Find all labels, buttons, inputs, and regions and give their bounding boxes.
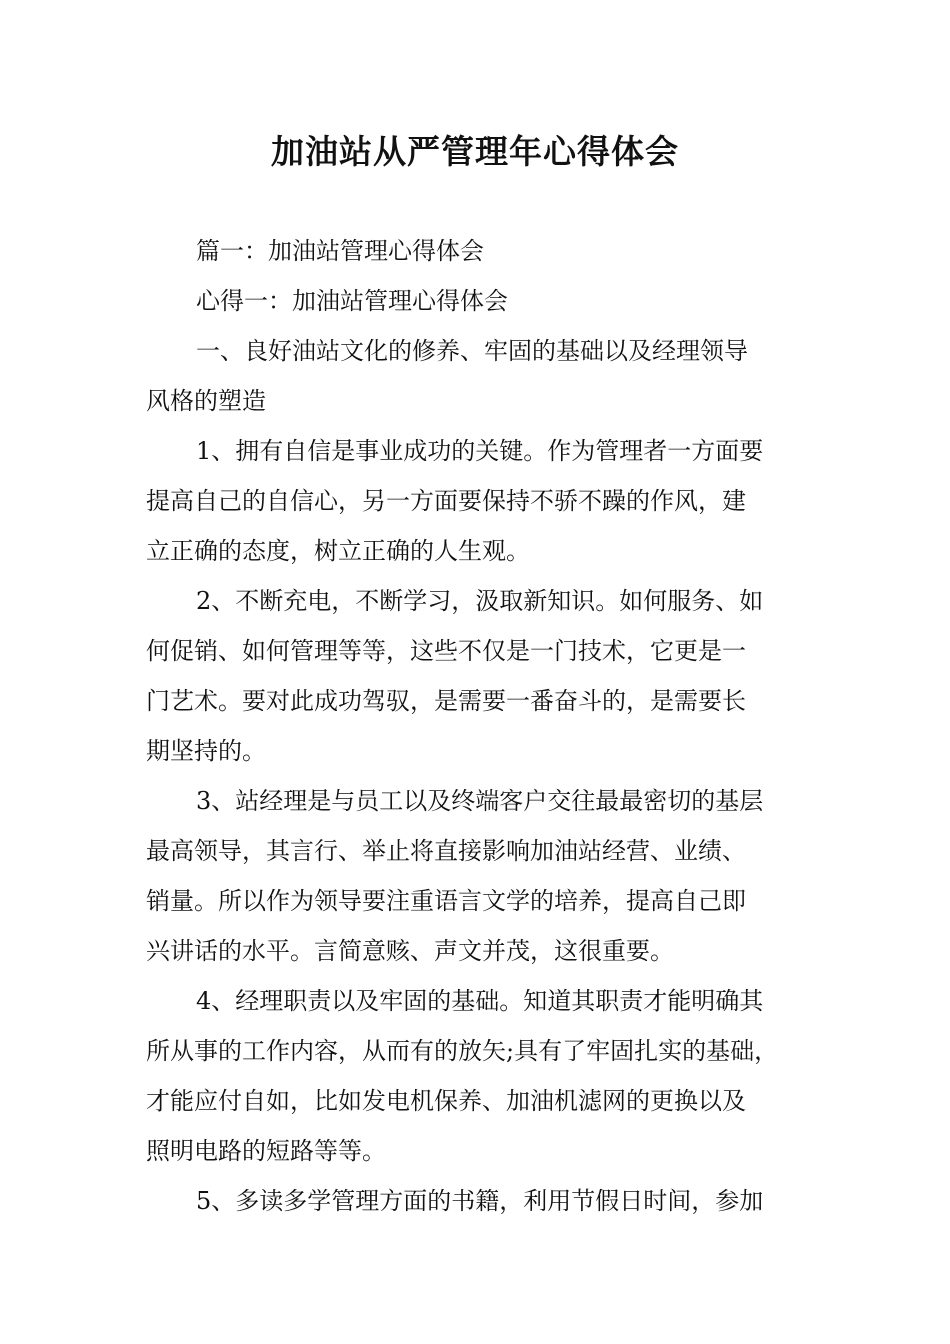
text-line: 最高领导，其言行、举止将直接影响加油站经营、业绩、 — [146, 837, 746, 865]
text-line: 1、拥有自信是事业成功的关键。作为管理者一方面要 — [196, 437, 764, 465]
text-line: 照明电路的短路等等。 — [146, 1137, 386, 1165]
text-line: 3、站经理是与员工以及终端客户交往最最密切的基层 — [196, 787, 764, 815]
text-line: 一、良好油站文化的修养、牢固的基础以及经理领导 — [196, 337, 748, 365]
text-line: 5、多读多学管理方面的书籍，利用节假日时间，参加 — [196, 1187, 764, 1215]
text-line: 期坚持的。 — [146, 737, 266, 765]
text-line: 才能应付自如，比如发电机保养、加油机滤网的更换以及 — [146, 1087, 746, 1115]
text-line: 2、不断充电，不断学习，汲取新知识。如何服务、如 — [196, 587, 764, 615]
text-line: 所从事的工作内容，从而有的放矢;具有了牢固扎实的基础， — [146, 1037, 779, 1065]
text-line: 立正确的态度，树立正确的人生观。 — [146, 537, 530, 565]
text-line: 4、经理职责以及牢固的基础。知道其职责才能明确其 — [196, 987, 764, 1015]
text-line: 何促销、如何管理等等，这些不仅是一门技术，它更是一 — [146, 637, 746, 665]
text-line: 兴讲话的水平。言简意赅、声文并茂，这很重要。 — [146, 937, 674, 965]
document-body — [146, 226, 810, 1226]
text-line: 篇一：加油站管理心得体会 — [196, 237, 484, 265]
text-line: 销量。所以作为领导要注重语言文学的培养，提高自己即 — [146, 887, 746, 915]
text-line: 提高自己的自信心，另一方面要保持不骄不躁的作风，建 — [146, 487, 746, 515]
text-line: 风格的塑造 — [146, 387, 266, 415]
document-title: 加油站从严管理年心得体会 — [271, 132, 679, 171]
text-line: 心得一：加油站管理心得体会 — [196, 287, 508, 315]
text-line: 门艺术。要对此成功驾驭，是需要一番奋斗的，是需要长 — [146, 687, 746, 715]
